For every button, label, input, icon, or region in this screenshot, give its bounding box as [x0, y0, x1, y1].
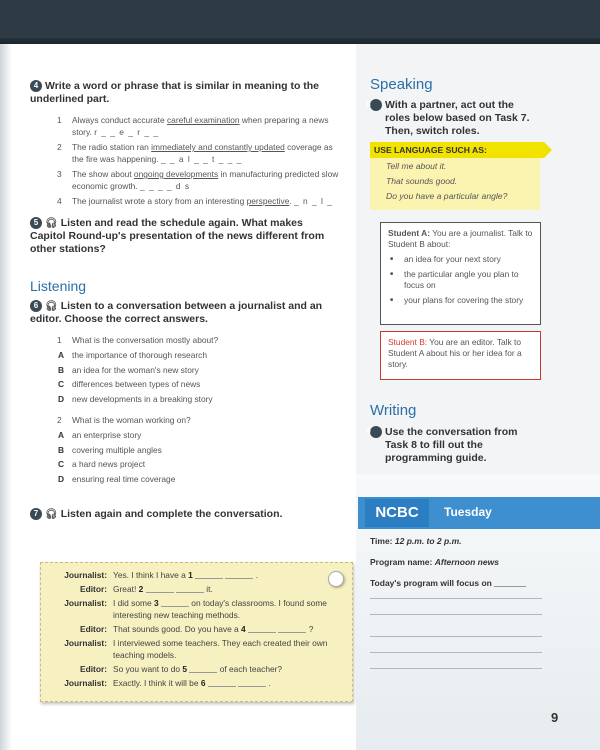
task-number-badge: 5: [30, 217, 42, 229]
answer-blank[interactable]: [248, 625, 276, 633]
answer-option[interactable]: C differences between types of news: [58, 379, 201, 389]
answer-blank[interactable]: [278, 625, 306, 633]
writing-line[interactable]: [370, 652, 542, 653]
answer-blank[interactable]: [161, 599, 189, 607]
answer-option[interactable]: A the importance of thorough research: [58, 350, 208, 360]
language-line: That sounds good.: [386, 176, 458, 186]
language-line: Do you have a particular angle?: [386, 191, 508, 201]
guide-focus: Today's program will focus on: [370, 578, 526, 588]
student-a-bullet: ■ your plans for covering the story: [388, 295, 533, 306]
student-a-bullet: ■ an idea for your next story: [388, 254, 533, 265]
task-5-heading: 5 🎧︎ Listen and read the schedule again. What makes Capitol Round-up's presentation of the news different from other stations?: [30, 217, 325, 255]
answer-option[interactable]: D new developments in a breaking story: [58, 393, 213, 404]
audio-icon[interactable]: 🎧︎: [45, 301, 58, 312]
conversation-line: Journalist: I did some 3 on today's classrooms. I found some interesting new teaching methods.: [64, 598, 327, 620]
page-edge: [0, 44, 12, 750]
answer-option[interactable]: B covering multiple angles: [58, 444, 162, 455]
question-2: 2 What is the woman working on?: [57, 415, 191, 425]
answer-option[interactable]: B an idea for the woman's new story: [58, 364, 199, 375]
top-banner: [0, 0, 600, 44]
task-9-heading: 9 Use the conversation from Task 8 to fill out the programming guide.: [366, 426, 518, 464]
answer-option[interactable]: C a hard news project: [58, 459, 146, 469]
guide-time: Time: 12 p.m. to 2 p.m.: [370, 536, 462, 546]
answer-blank[interactable]: [208, 679, 236, 687]
right-column: [366, 76, 570, 138]
conversation-box: [40, 562, 353, 702]
audio-icon[interactable]: 🎧︎: [45, 218, 58, 229]
answer-blank[interactable]: [176, 585, 204, 593]
conversation-line: Editor: Great! 2 it.: [80, 584, 213, 594]
task-4-item: 1 Always conduct accurate careful examination when preparing a news story. r _ _ e _ r _ _: [57, 115, 329, 137]
answer-hint[interactable]: _ _ _ _ d s: [139, 181, 191, 191]
answer-blank[interactable]: [195, 571, 223, 579]
conversation-line: Editor: That sounds good. Do you have a 4 ?: [80, 624, 314, 634]
conversation-line: Journalist: Yes. I think I have a 1 .: [64, 570, 259, 580]
conversation-line: Journalist: I interviewed some teachers. They each created their own teaching models.: [64, 638, 328, 660]
speaking-heading: Speaking: [370, 76, 433, 93]
listening-heading: Listening: [30, 278, 87, 294]
question-2-options: [30, 428, 340, 486]
language-line: Tell me about it.: [386, 161, 447, 171]
writing-line[interactable]: [370, 614, 542, 615]
guide-program-name: Program name: Afternoon news: [370, 557, 499, 567]
writing-line[interactable]: [370, 636, 542, 637]
question-1: 1 What is the conversation mostly about?: [57, 335, 219, 345]
task-4-heading: 4 Write a word or phrase that is similar in meaning to the underlined part.: [30, 80, 320, 105]
task-number-badge: 9: [370, 426, 382, 438]
language-heading: USE LANGUAGE SUCH AS:: [370, 142, 544, 158]
answer-blank[interactable]: [189, 665, 217, 673]
pin-icon: [328, 571, 344, 587]
conversation-rows: [49, 569, 344, 689]
audio-icon[interactable]: 🎧︎: [45, 509, 58, 520]
task-number-badge: 7: [30, 508, 42, 520]
student-a-card: Student A: You are a journalist. Talk to Student B about: ■ an idea for your next story ■ the particular angle you plan to focus on ■ your plans for covering the story: [380, 222, 541, 325]
answer-hint[interactable]: r _ _ e _ r _ _: [94, 127, 159, 137]
task-8-heading: 8 With a partner, act out the roles below based on Task 7. Then, switch roles.: [366, 99, 530, 137]
writing-heading: Writing: [370, 402, 417, 419]
answer-hint[interactable]: _ n _ l _: [294, 196, 333, 206]
task-4-item: 3 The show about ongoing developments in manufacturing predicted slow economic growth. _ _ _ _ d s: [57, 169, 339, 191]
task-7-heading: 7 🎧︎ Listen again and complete the conversation.: [30, 508, 340, 521]
writing-line[interactable]: [370, 598, 542, 599]
task-4-item: 2 The radio station ran immediately and constantly updated coverage as the fire was happening. _ _ a l _ _ t _ _ _: [57, 142, 333, 164]
student-a-bullet: ■ the particular angle you plan to focus on: [388, 269, 533, 291]
conversation-line: Editor: So you want to do 5 of each teacher?: [80, 664, 283, 674]
writing-line[interactable]: [370, 668, 542, 669]
answer-blank[interactable]: [146, 585, 174, 593]
task-4-item: 4 The journalist wrote a story from an interesting perspective. _ n _ l _: [57, 196, 333, 206]
conversation-line: Journalist: Exactly. I think it will be 6 .: [64, 678, 271, 688]
answer-blank[interactable]: [238, 679, 266, 687]
task-6-heading: 6 🎧︎ Listen to a conversation between a journalist and an editor. Choose the correct answers.: [30, 300, 323, 325]
task-number-badge: 6: [30, 300, 42, 312]
left-column: [30, 80, 340, 521]
question-1-options: [30, 348, 340, 406]
task-number-badge: 8: [370, 99, 382, 111]
page-number: 9: [551, 710, 559, 725]
answer-option[interactable]: A an enterprise story: [58, 430, 142, 440]
ncbc-logo: NCBC: [365, 499, 429, 527]
student-b-card: Student B: You are an editor. Talk to Student A about his or her idea for a story.: [380, 331, 541, 380]
answer-hint[interactable]: _ _ a l _ _ t _ _ _: [160, 154, 243, 164]
guide-day: Tuesday: [444, 505, 492, 519]
task-number-badge: 4: [30, 80, 42, 92]
answer-option[interactable]: D ensuring real time coverage: [58, 473, 176, 484]
answer-blank[interactable]: [225, 571, 253, 579]
task-4-items: [30, 114, 340, 207]
